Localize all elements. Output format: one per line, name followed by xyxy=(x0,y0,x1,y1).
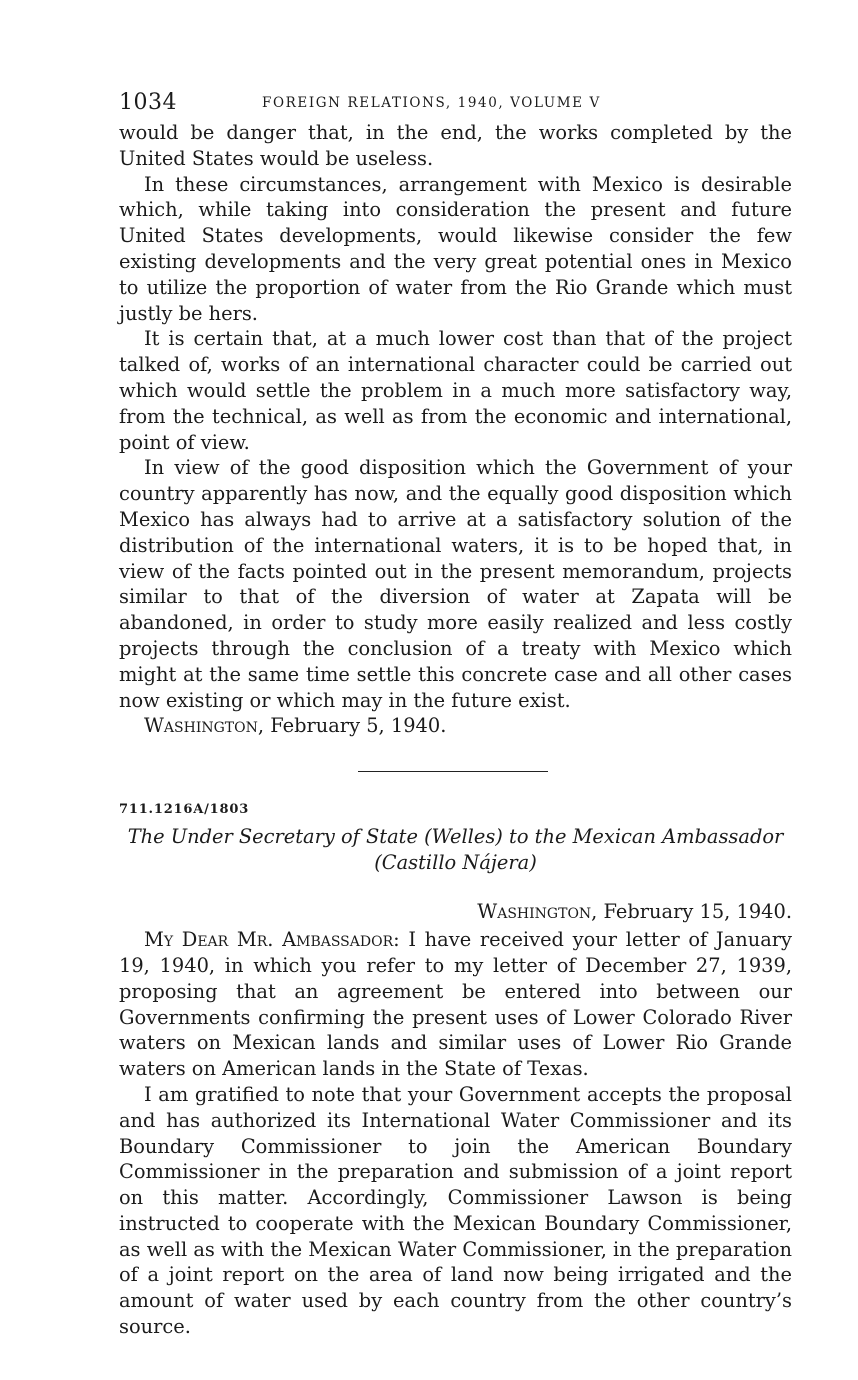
memo-paragraph-1: would be danger that, in the end, the works completed by the United States would be useless. xyxy=(119,121,792,170)
letter-title-line-2: (Castillo Nájera) xyxy=(374,851,537,875)
salutation: My Dear Mr. Ambassador xyxy=(144,928,394,952)
memo-paragraph-4: In view of the good disposition which the Government of your country apparently has now, and the equally good disposition which Mexico has always had to arrive at a satisfactory solution of the distribution of the international waters, it is to be hoped that, in view of the facts pointed out in the present memorandum, projects similar to that of the diversion of water at Zapata will be abandoned, in order to study more easily realized and less costly projects through the conclusion of a treaty with Mexico which might at the same time settle this concrete case and all other cases now existing or which may in the future exist. xyxy=(119,456,792,712)
letter-body xyxy=(119,927,792,1340)
running-head: FOREIGN RELATIONS, 1940, VOLUME V xyxy=(262,95,601,111)
letter-title-line-1: The Under Secretary of State (Welles) to the Mexican Ambassador xyxy=(127,825,784,849)
letter-dateline: Washington, February 15, 1940. xyxy=(477,900,792,924)
memo-paragraph-3: It is certain that, at a much lower cost than that of the project talked of, works of an international character could be carried out which would settle the problem in a much more satisfactory way, from the technical, as well as from the economic and international, point of view. xyxy=(119,327,792,454)
letter-date: February 15, 1940. xyxy=(603,900,792,924)
letter-title xyxy=(119,824,792,876)
memo-paragraph-2: In these circumstances, arrangement with Mexico is desirable which, while taking into consideration the present and future United States developments, would likewise consider the few existing developments and the very great potential ones in Mexico to utilize the proportion of water from the Rio Grande which must justly be hers. xyxy=(119,172,792,325)
memo-signature-line: Washington, February 5, 1940. xyxy=(144,714,447,738)
memo-place: Washington xyxy=(144,714,258,738)
memorandum-body xyxy=(119,120,792,739)
file-number: 711.1216A/1803 xyxy=(119,802,250,818)
page-header xyxy=(119,86,792,120)
section-divider xyxy=(358,771,548,772)
document-page xyxy=(119,86,792,1340)
letter-paragraph-1-text: : I have received your letter of January 19, 1940, in which you refer to my letter of December 27, 1939, proposing that an agreement be entered into between our Governments confirming the present uses of Lower Colorado River waters on Mexican lands and similar uses of Lower Rio Grande waters on American lands in the State of Texas. xyxy=(119,928,793,1081)
letter-place: Washington xyxy=(477,900,592,924)
memo-date: February 5, 1940. xyxy=(270,714,447,738)
page-number: 1034 xyxy=(119,90,177,115)
letter-paragraph-2: I am gratified to note that your Government accepts the proposal and has authorized its International Water Commissioner and its Boundary Commissioner to join the American Boundary Commissioner in the preparation and submission of a joint report on this matter. Accordingly, Commissioner Lawson is being instructed to cooperate with the Mexican Boundary Commissioner, as well as with the Mexican Water Commissioner, in the preparation of a joint report on the area of land now being irrigated and the amount of water used by each country from the other country’s source. xyxy=(119,1082,792,1339)
letter-paragraph-1 xyxy=(119,927,792,1082)
